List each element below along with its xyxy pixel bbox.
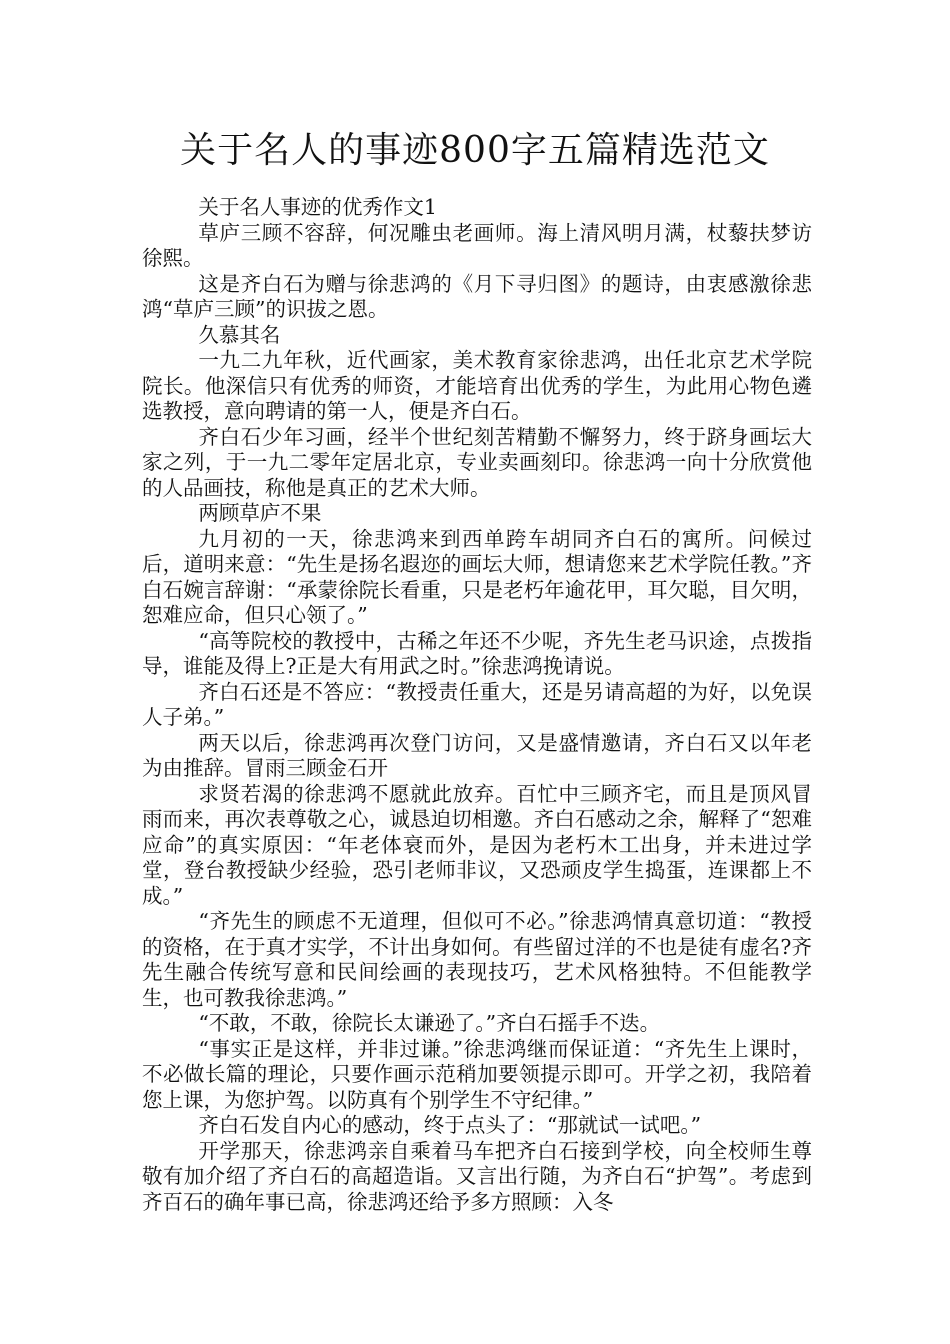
paragraph: 开学那天，徐悲鸿亲自乘着马车把齐白石接到学校，向全校师生尊敬有加介绍了齐白石的高超造诣。又言出行随，为齐白石“护驾”。考虑到齐百石的确年事已高，徐悲鸿还给予多方照顾：入冬 [142,1138,812,1214]
paragraph: 求贤若渴的徐悲鸿不愿就此放弃。百忙中三顾齐宅，而且是顶风冒雨而来，再次表尊敬之心，诚恳迫切相邀。齐白石感动之余，解释了“恕难应命”的真实原因：“年老体衰而外，是因为老朽木工出身，并未进过学堂，登台教授缺少经验，恐引老师非议，又恐顽皮学生捣蛋，连课都上不成。” [142,781,812,908]
paragraph: 齐白石还是不答应：“教授责任重大，还是另请高超的为好，以免误人子弟。” [142,679,812,729]
paragraph: 齐白石少年习画，经半个世纪刻苦精勤不懈努力，终于跻身画坛大家之列，于一九二零年定居北京，专业卖画刻印。徐悲鸿一向十分欣赏他的人品画技，称他是真正的艺术大师。 [142,424,812,500]
document-title: 关于名人的事迹800字五篇精选范文 [180,130,770,171]
paragraph: 草庐三顾不容辞，何况雕虫老画师。海上清风明月满，杖藜扶梦访徐熙。 [142,220,812,270]
paragraph: “不敢，不敢，徐院长太谦逊了。”齐白石摇手不迭。 [198,1011,661,1035]
document-body [142,195,812,1215]
subheading: 久慕其名 [198,322,281,347]
paragraph: “事实正是这样，并非过谦。”徐悲鸿继而保证道：“齐先生上课时，不必做长篇的理论，只要作画示范稍加要领提示即可。开学之初，我陪着您上课，为您护驾。以防真有个别学生不守纪律。” [142,1036,812,1112]
paragraph: 这是齐白石为赠与徐悲鸿的《月下寻归图》的题诗，由衷感激徐悲鸿“草庐三顾”的识拔之恩。 [142,271,812,321]
paragraph: “高等院校的教授中，古稀之年还不少呢，齐先生老马识途，点拨指导，谁能及得上?正是大有用武之时。”徐悲鸿挽请说。 [142,628,812,678]
paragraph: 齐白石发自内心的感动，终于点头了：“那就试一试吧。” [198,1113,702,1137]
paragraph: 九月初的一天，徐悲鸿来到西单跨车胡同齐白石的寓所。问候过后，道明来意：“先生是扬名遐迩的画坛大师，想请您来艺术学院任教。”齐白石婉言辞谢：“承蒙徐院长看重，只是老朽年逾花甲，耳欠聪，目欠明，恕难应命，但只心领了。” [142,526,812,627]
paragraph: “齐先生的顾虑不无道理，但似可不必。”徐悲鸿情真意切道：“教授的资格，在于真才实学，不计出身如何。有些留过洋的不也是徒有虚名?齐先生融合传统写意和民间绘画的表现技巧，艺术风格独特。不但能教学生，也可教我徐悲鸿。” [142,909,812,1010]
paragraph: 两天以后，徐悲鸿再次登门访问，又是盛情邀请，齐白石又以年老为由推辞。冒雨三顾金石开 [142,730,812,780]
paragraph: 一九二九年秋，近代画家，美术教育家徐悲鸿，出任北京艺术学院院长。他深信只有优秀的师资，才能培育出优秀的学生，为此用心物色遴选教授，意向聘请的第一人，便是齐白石。 [142,348,812,423]
subheading: 两顾草庐不果 [198,501,322,525]
section-heading: 关于名人事迹的优秀作文1 [198,195,437,219]
